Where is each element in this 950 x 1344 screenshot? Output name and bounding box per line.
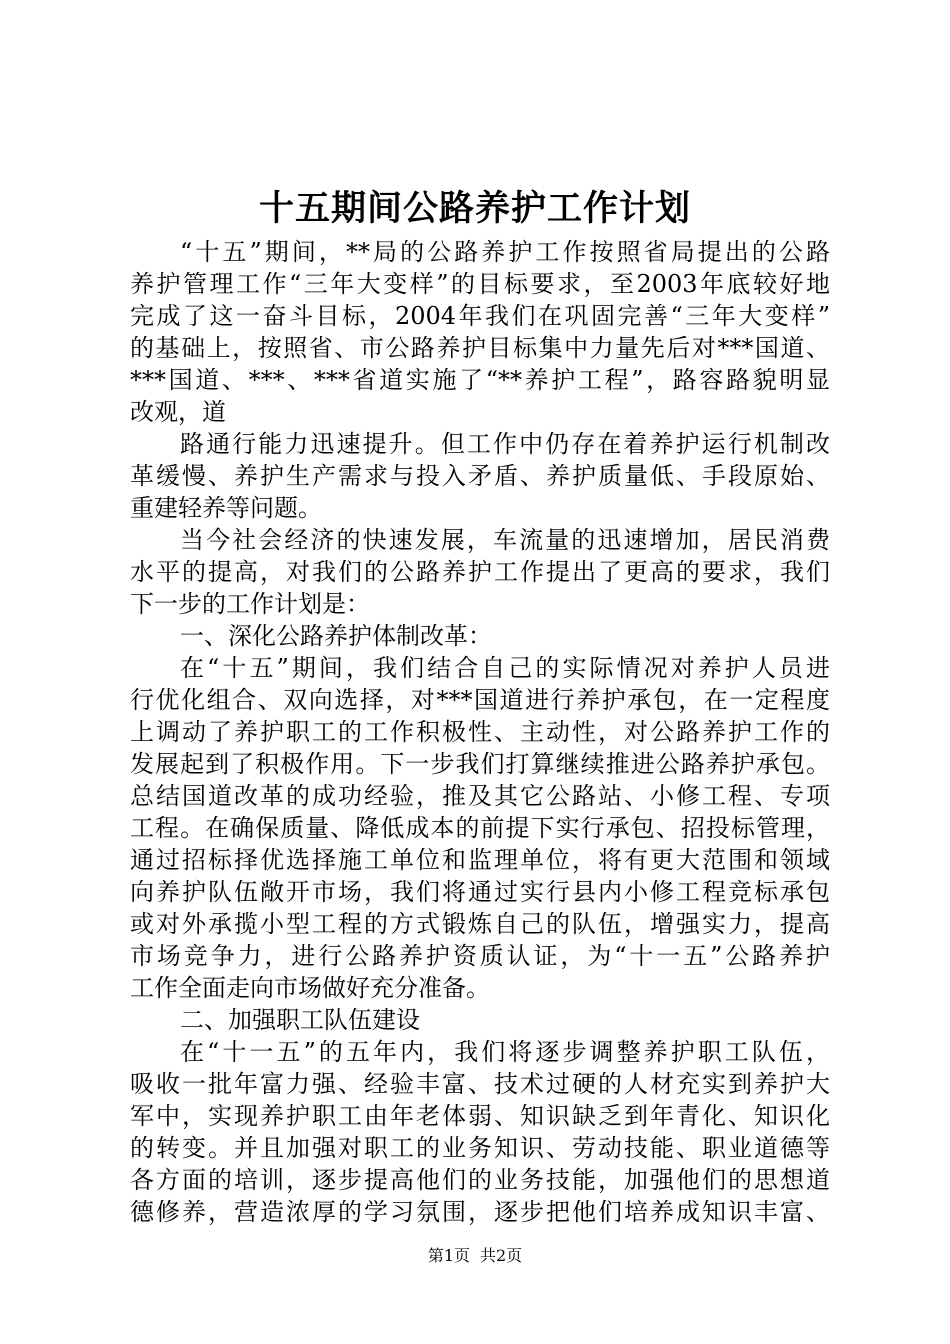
text-line: 上调动了养护职工的工作积极性、主动性，对公路养护工作的	[130, 718, 830, 746]
page-footer	[0, 1244, 950, 1268]
text-line: 发展起到了积极作用。下一步我们打算继续推进公路养护承包。	[130, 750, 830, 778]
text-line: 在“十五”期间，我们结合自己的实际情况对养护人员进	[180, 654, 830, 682]
text-line: 工程。在确保质量、降低成本的前提下实行承包、招投标管理，	[130, 814, 830, 842]
text-line: ***国道、***、***省道实施了“**养护工程”，路容路貌明显	[130, 366, 830, 394]
text-line: 通过招标择优选择施工单位和监理单位，将有更大范围和领域	[130, 846, 830, 874]
text-line: 养护管理工作“三年大变样”的目标要求，至2003年底较好地	[130, 270, 830, 298]
document-body	[130, 236, 830, 1228]
text-line: 水平的提高，对我们的公路养护工作提出了更高的要求，我们	[130, 558, 830, 586]
text-line: 行优化组合、双向选择，对***国道进行养护承包，在一定程度	[130, 686, 830, 714]
text-line: 完成了这一奋斗目标，2004年我们在巩固完善“三年大变样”	[130, 302, 830, 330]
text-line: 二、加强职工队伍建设	[180, 1006, 420, 1034]
text-line: 吸收一批年富力强、经验丰富、技术过硬的人材充实到养护大	[130, 1070, 830, 1098]
text-line: 的转变。并且加强对职工的业务知识、劳动技能、职业道德等	[130, 1134, 830, 1162]
text-line: 或对外承揽小型工程的方式锻炼自己的队伍，增强实力，提高	[130, 910, 830, 938]
text-line: 革缓慢、养护生产需求与投入矛盾、养护质量低、手段原始、	[130, 462, 830, 490]
text-line: “十五”期间，**局的公路养护工作按照省局提出的公路	[180, 238, 830, 266]
text-line: 各方面的培训，逐步提高他们的业务技能，加强他们的思想道	[130, 1166, 830, 1194]
text-line: 重建轻养等问题。	[130, 494, 322, 522]
text-line: 军中，实现养护职工由年老体弱、知识缺乏到年青化、知识化	[130, 1102, 830, 1130]
document-title: 十五期间公路养护工作计划	[258, 188, 691, 229]
page-number: 第1页	[427, 1246, 470, 1265]
text-line: 当今社会经济的快速发展，车流量的迅速增加，居民消费	[180, 526, 830, 554]
text-line: 工作全面走向市场做好充分准备。	[130, 974, 490, 1002]
page-total: 共2页	[480, 1246, 523, 1265]
text-line: 向养护队伍敞开市场，我们将通过实行县内小修工程竞标承包	[130, 878, 830, 906]
text-line: 路通行能力迅速提升。但工作中仍存在着养护运行机制改	[180, 430, 830, 458]
text-line: 在“十一五”的五年内，我们将逐步调整养护职工队伍，	[180, 1038, 830, 1066]
text-line: 德修养，营造浓厚的学习氛围，逐步把他们培养成知识丰富、	[130, 1198, 830, 1226]
text-line: 下一步的工作计划是：	[130, 590, 370, 618]
text-line: 的基础上，按照省、市公路养护目标集中力量先后对***国道、	[130, 334, 830, 362]
text-line: 一、深化公路养护体制改革：	[180, 622, 492, 650]
text-line: 总结国道改革的成功经验，推及其它公路站、小修工程、专项	[130, 782, 830, 810]
text-line: 改观，道	[130, 398, 226, 426]
text-line: 市场竞争力，进行公路养护资质认证，为“十一五”公路养护	[130, 942, 830, 970]
